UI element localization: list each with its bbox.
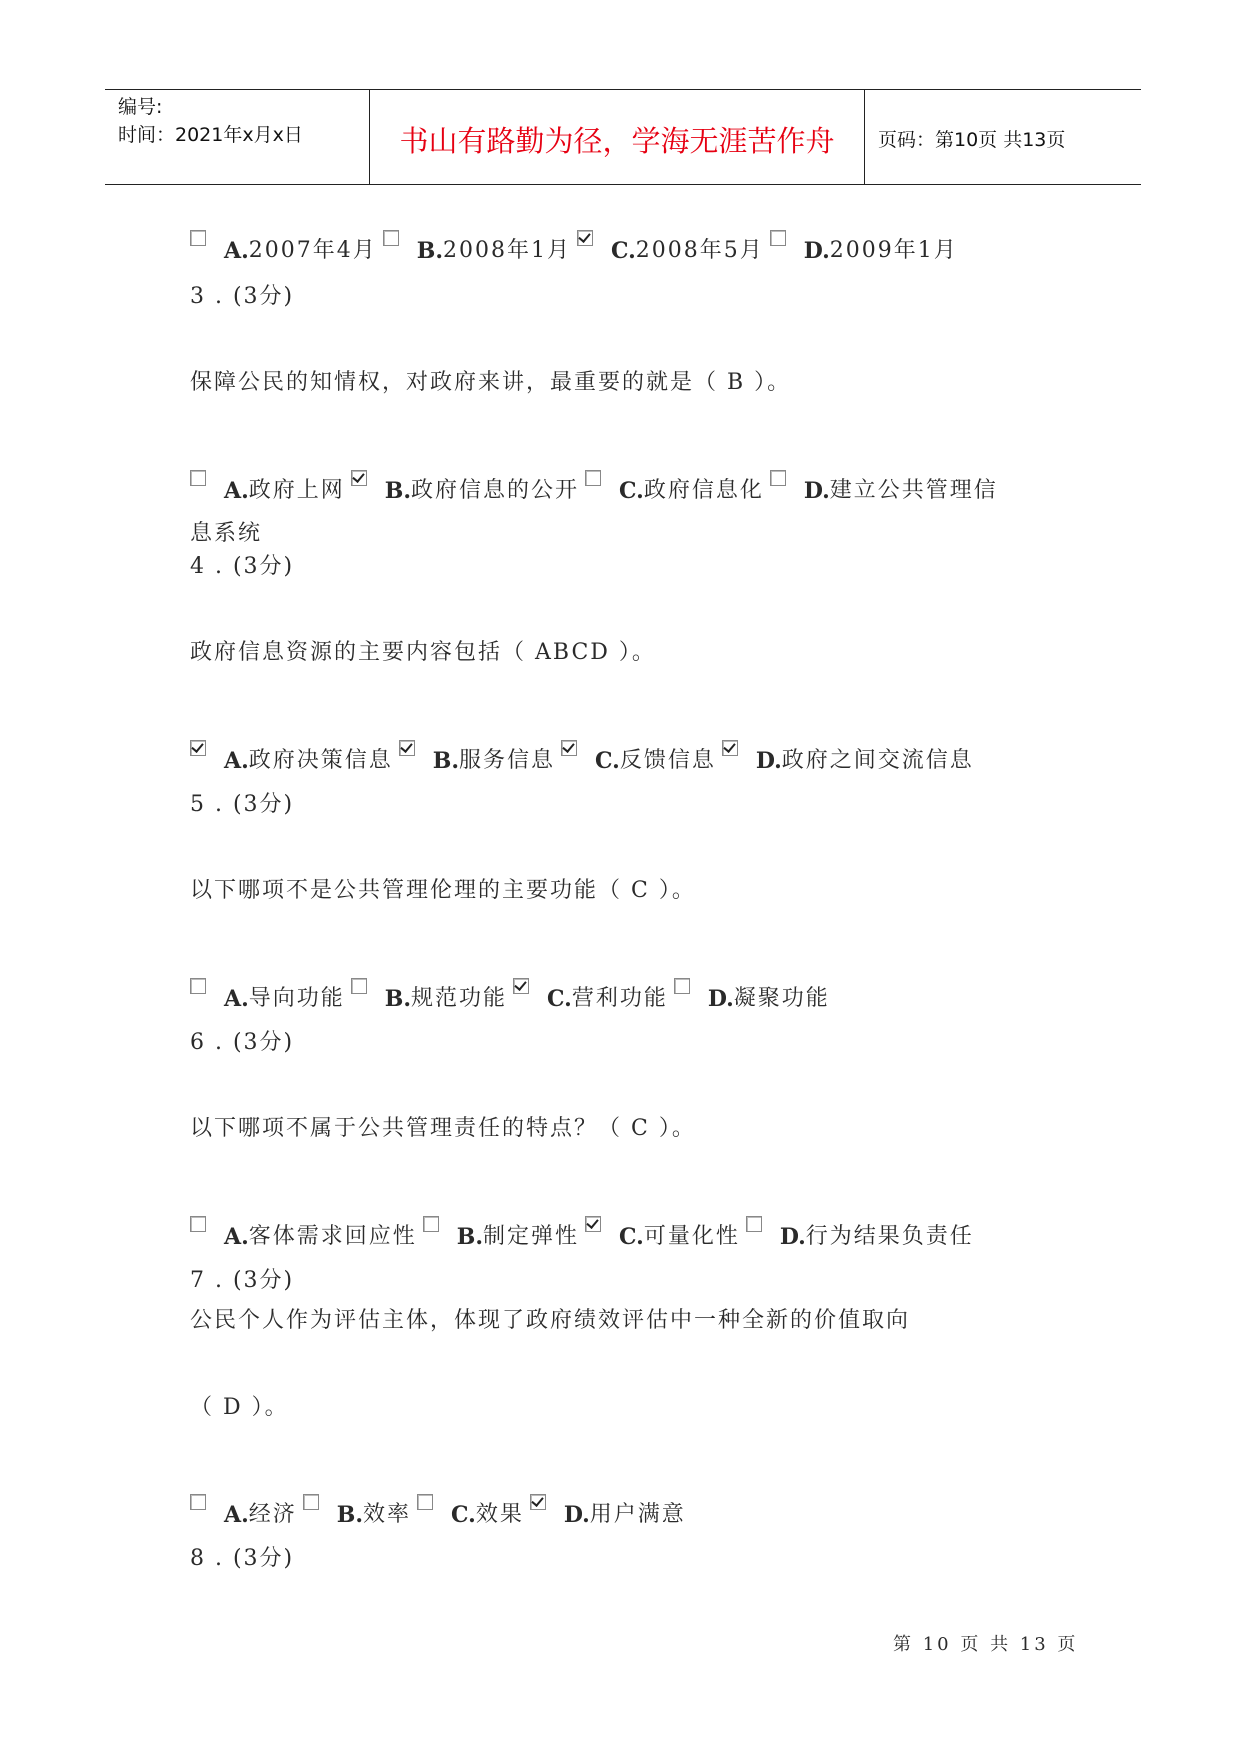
option-letter: C. [547,986,572,1012]
option-text: 营利功能 [571,986,668,1011]
q3-options [190,470,1004,504]
q3-stem: 保障公民的知情权，对政府来讲，最重要的就是（ B ）。 [190,370,792,395]
option-text: 2008年1月 [443,238,571,263]
option-letter: A. [224,478,249,504]
checkbox-icon[interactable] [770,470,786,486]
option-text: 服务信息 [459,748,556,773]
q5-options [190,978,836,1012]
option-text: 2008年5月 [635,238,764,263]
option-text: 用户满意 [589,1502,686,1527]
option-letter: A. [224,1224,249,1250]
header-meta [105,90,370,184]
option-text: 政府信息化 [643,478,764,503]
q4-option-c[interactable] [561,740,722,774]
checkbox-checked-icon[interactable] [577,230,593,246]
option-text: 行为结果负责任 [805,1224,974,1249]
checkbox-icon[interactable] [190,978,206,994]
checkbox-checked-icon[interactable] [351,470,367,486]
option-letter: D. [803,478,830,504]
q2-option-d[interactable] [770,230,964,264]
q7-number: 7 . (3分) [190,1268,295,1293]
option-letter: D. [707,986,734,1012]
q7-stem-continued: （ D ）。 [190,1395,289,1420]
q6-option-c[interactable] [585,1216,746,1250]
checkbox-icon[interactable] [383,230,399,246]
checkbox-icon[interactable] [770,230,786,246]
checkbox-icon[interactable] [190,1216,206,1232]
option-letter: D. [755,748,782,774]
option-text: 凝聚功能 [733,986,830,1011]
q2-options [190,230,964,264]
checkbox-icon[interactable] [417,1494,433,1510]
checkbox-checked-icon[interactable] [190,740,206,756]
checkbox-icon[interactable] [190,230,206,246]
checkbox-checked-icon[interactable] [585,1216,601,1232]
q4-number: 4 . (3分) [190,554,295,579]
header-motto-cell [370,90,865,184]
option-text: 可量化性 [643,1224,740,1249]
motto: 书山有路勤为径，学海无涯苦作舟 [399,124,835,158]
option-text: 反馈信息 [619,748,716,773]
q6-options [190,1216,980,1250]
q6-stem: 以下哪项不属于公共管理责任的特点？（ C ）。 [190,1116,696,1141]
option-text: 政府之间交流信息 [781,748,974,773]
checkbox-icon[interactable] [190,470,206,486]
checkbox-icon[interactable] [351,978,367,994]
q5-option-a[interactable] [190,978,351,1012]
q3-option-b[interactable] [351,470,585,504]
option-text: 2009年1月 [829,238,958,263]
page-footer: 第 10 页 共 13 页 [893,1634,1079,1655]
q6-option-b[interactable] [423,1216,585,1250]
q5-stem: 以下哪项不是公共管理伦理的主要功能（ C ）。 [190,878,696,903]
option-letter: D. [779,1224,806,1250]
q7-option-a[interactable] [190,1494,303,1528]
q3-option-wrap: 息系统 [190,521,263,546]
option-text: 政府决策信息 [248,748,393,773]
q3-option-a[interactable] [190,470,351,504]
option-text: 效率 [363,1502,412,1527]
checkbox-icon[interactable] [585,470,601,486]
option-letter: D. [563,1502,590,1528]
header-page-cell [865,90,1141,184]
q2-option-b[interactable] [383,230,577,264]
option-letter: C. [619,1224,644,1250]
q3-option-c[interactable] [585,470,770,504]
checkbox-icon[interactable] [303,1494,319,1510]
option-letter: A. [224,1502,249,1528]
option-text: 导向功能 [248,986,345,1011]
option-letter: B. [384,986,412,1012]
checkbox-checked-icon[interactable] [399,740,415,756]
q4-option-d[interactable] [722,740,980,774]
q6-option-a[interactable] [190,1216,423,1250]
q7-stem: 公民个人作为评估主体，体现了政府绩效评估中一种全新的价值取向 [190,1308,911,1333]
checkbox-icon[interactable] [746,1216,762,1232]
q3-number: 3 . (3分) [190,284,295,309]
option-letter: B. [432,748,460,774]
option-letter: B. [456,1224,484,1250]
q6-number: 6 . (3分) [190,1030,295,1055]
code-label: 编号: [118,96,163,118]
q2-option-a[interactable] [190,230,383,264]
page-header [105,89,1141,185]
q7-options [190,1494,692,1528]
checkbox-checked-icon[interactable] [561,740,577,756]
q5-option-c[interactable] [513,978,674,1012]
option-text: 政府信息的公开 [411,478,580,503]
option-text: 客体需求回应性 [248,1224,417,1249]
option-letter: B. [336,1502,364,1528]
option-letter: C. [595,748,620,774]
q7-option-d[interactable] [530,1494,692,1528]
q4-options [190,740,980,774]
q6-option-d[interactable] [746,1216,980,1250]
option-text: 2007年4月 [248,238,377,263]
q4-option-a[interactable] [190,740,399,774]
checkbox-icon[interactable] [423,1216,439,1232]
option-letter: C. [611,238,636,264]
page-indicator: 页码：第10页 共13页 [878,129,1066,151]
q7-option-b[interactable] [303,1494,417,1528]
q3-option-d[interactable] [770,470,1004,504]
option-letter: B. [416,238,443,264]
option-letter: A. [224,986,249,1012]
checkbox-checked-icon[interactable] [513,978,529,994]
option-text: 规范功能 [411,986,508,1011]
q2-option-c[interactable] [577,230,770,264]
q5-option-d[interactable] [674,978,836,1012]
option-letter: C. [451,1502,476,1528]
checkbox-icon[interactable] [190,1494,206,1510]
option-letter: D. [803,238,830,264]
option-text: 制定弹性 [483,1224,580,1249]
option-text: 建立公共管理信 [829,478,998,503]
q5-option-b[interactable] [351,978,513,1012]
option-letter: A. [224,748,249,774]
option-letter: B. [384,478,412,504]
option-text: 经济 [248,1502,297,1527]
option-letter: A. [224,238,249,264]
q4-stem: 政府信息资源的主要内容包括（ ABCD ）。 [190,640,656,665]
q5-number: 5 . (3分) [190,792,295,817]
q8-number: 8 . (3分) [190,1546,295,1571]
checkbox-icon[interactable] [674,978,690,994]
q4-option-b[interactable] [399,740,561,774]
checkbox-checked-icon[interactable] [722,740,738,756]
time-label: 时间：2021年x月x日 [118,124,303,146]
option-text: 政府上网 [248,478,345,503]
q7-option-c[interactable] [417,1494,530,1528]
option-letter: C. [619,478,644,504]
checkbox-checked-icon[interactable] [530,1494,546,1510]
option-text: 效果 [475,1502,524,1527]
